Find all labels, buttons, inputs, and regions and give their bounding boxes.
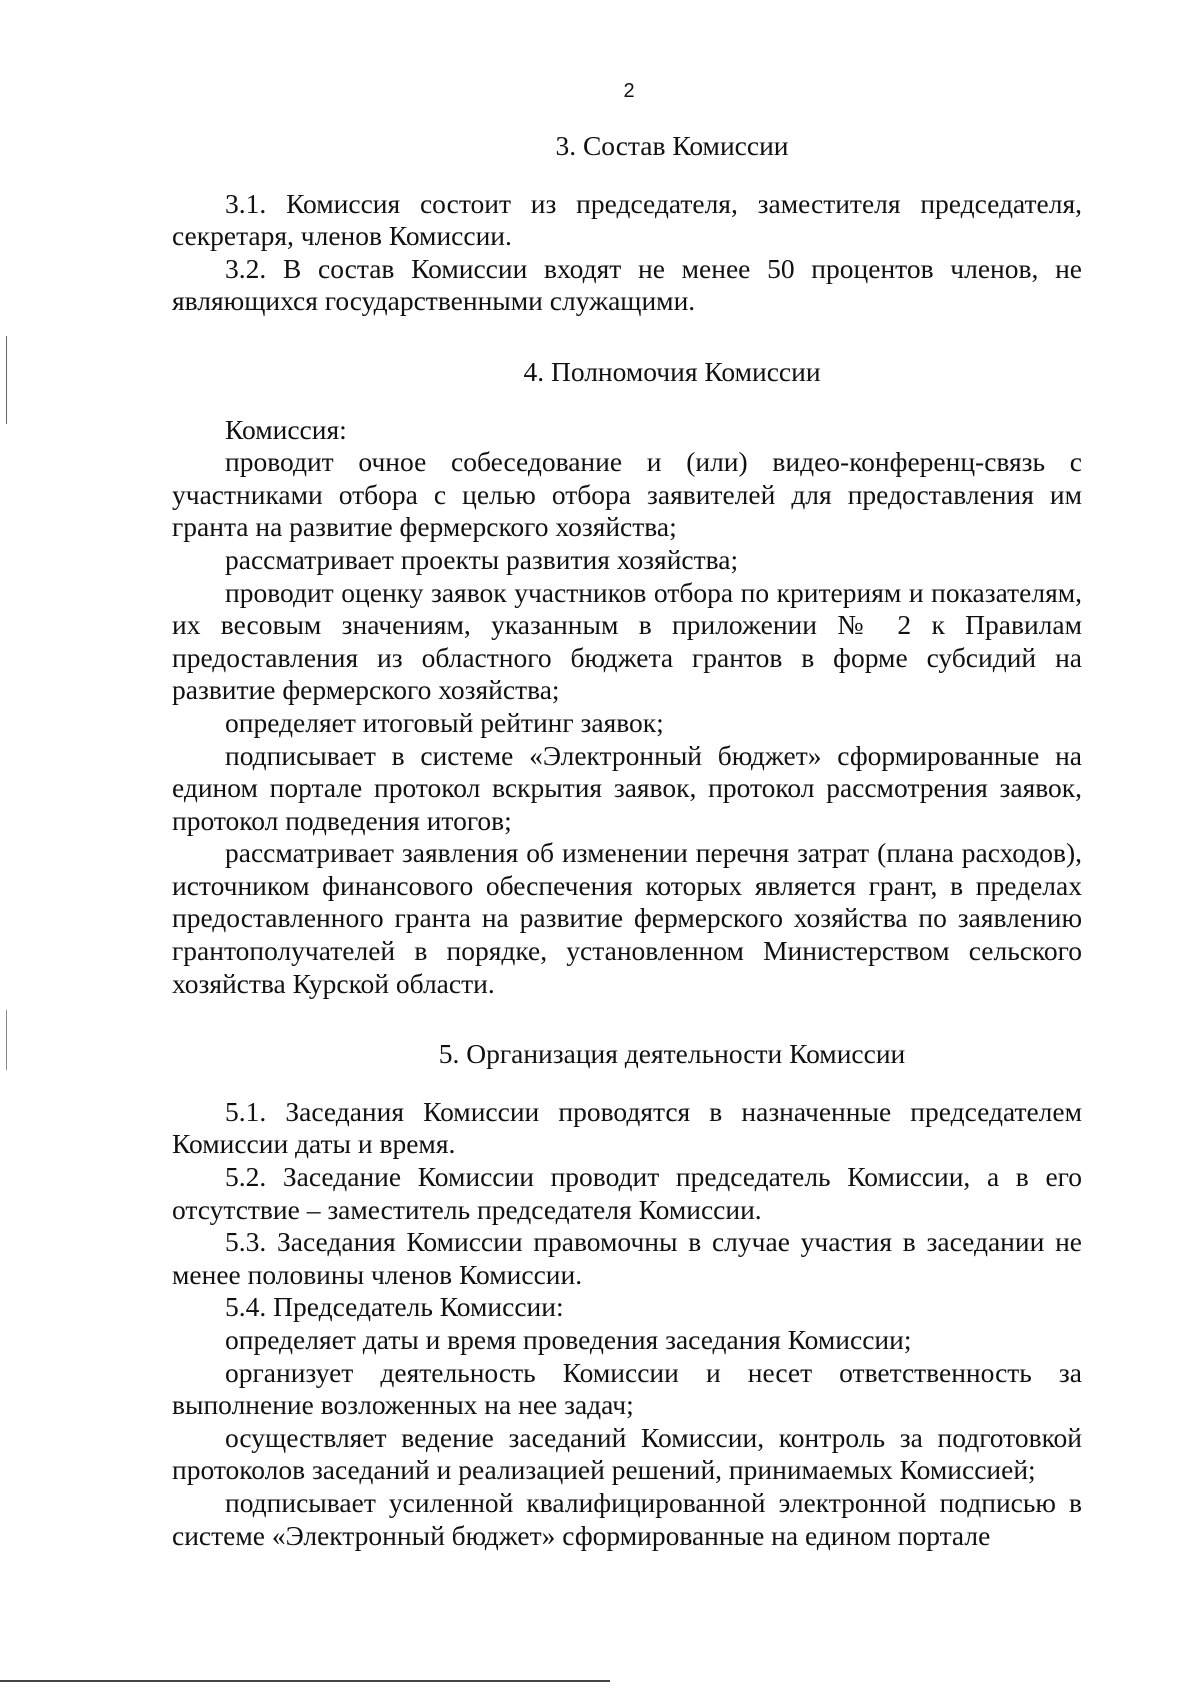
section-organization [172,1038,1082,1552]
scan-margin-mark [6,1010,7,1070]
section-heading: 4. Полномочия Комиссии [523,355,821,387]
paragraph: Комиссия: [225,413,347,445]
section-composition [172,130,1082,318]
paragraph: осуществляет ведение заседаний Комиссии, контроль за подготовкой протоколов заседаний и реализацией решений, принимаемых Комиссией; [172,1421,1082,1486]
paragraph: рассматривает проекты развития хозяйства; [225,543,739,575]
footer-rule [0,1680,610,1682]
section-heading: 5. Организация деятельности Комиссии [438,1038,906,1070]
section-powers [172,356,1082,1000]
paragraph: 5.1. Заседания Комиссии проводятся в назначенные председателем Комиссии даты и время. [172,1095,1082,1160]
paragraph: рассматривает заявления об изменении перечня затрат (плана расходов), источником финансового обеспечения которых является грант, в пределах предоставленного гранта на развитие фермерского хозяйства по заявлению грантополучателей в порядке, установленном Министерством сельского хозяйства Курской области. [172,837,1082,999]
scan-margin-mark [6,336,7,424]
paragraph: 5.4. Председатель Комиссии: [225,1291,564,1323]
document-body [172,130,1082,1552]
paragraph: определяет итоговый рейтинг заявок; [225,706,664,738]
paragraph: 3.2. В состав Комиссии входят не менее 50 процентов членов, не являющихся государственными служащими. [172,252,1082,317]
paragraph: определяет даты и время проведения заседания Комиссии; [225,1324,912,1355]
paragraph: 3.1. Комиссия состоит из председателя, заместителя председателя, секретаря, членов Комиссии. [172,187,1082,252]
paragraph: 5.3. Заседания Комиссии правомочны в случае участия в заседании не менее половины членов Комиссии. [172,1226,1082,1290]
paragraph: подписывает усиленной квалифицированной электронной подписью в системе «Электронный бюджет» сформированные на едином портале [172,1486,1082,1551]
paragraph: проводит очное собеседование и (или) видео-конференц-связь с участниками отбора с целью отбора заявителей для предоставления им гранта на развитие фермерского хозяйства; [172,446,1082,543]
section-heading: 3. Состав Комиссии [555,130,789,161]
paragraph: проводит оценку заявок участников отбора по критериям и показателям, их весовым значениям, указанным в приложении № 2 к Правилам предоставления из областного бюджета грантов в форме субсидий на развитие фермерского хозяйства; [172,576,1082,706]
paragraph: подписывает в системе «Электронный бюджет» сформированные на едином портале протокол вскрытия заявок, протокол рассмотрения заявок, протокол подведения итогов; [172,739,1082,836]
paragraph: 5.2. Заседание Комиссии проводит председатель Комиссии, а в его отсутствие – заместитель председателя Комиссии. [172,1161,1082,1225]
paragraph: организует деятельность Комиссии и несет ответственность за выполнение возложенных на нее задач; [172,1356,1082,1421]
page-number: 2 [623,80,635,102]
